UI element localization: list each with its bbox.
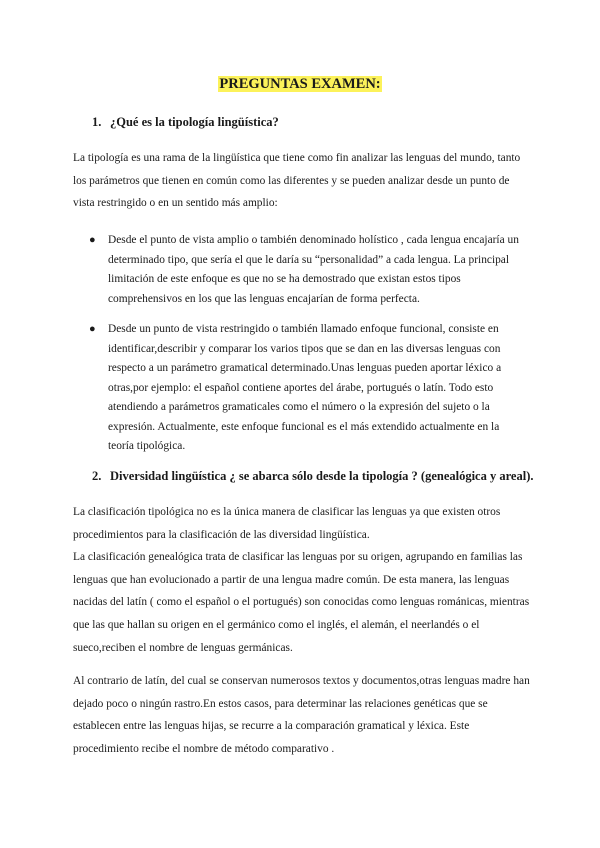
list-item-text: Desde el punto de vista amplio o también denominado holístico , cada lengua encajaría un determinado tipo, que sería el que le daría su “personalidad” a cada lengua. La principal limitación de este enfoque es que no se ha demostrado que existan estos tipos comprehensivos en los que las lenguas encajarían de forma perfecta. (108, 234, 519, 305)
section-2-number: 2. (92, 469, 102, 483)
bullet-icon: ● (89, 234, 96, 246)
section-1-heading-text: ¿Qué es la tipología lingüística? (110, 115, 279, 129)
section-2-body (73, 501, 533, 659)
section-1-intro-text: La tipología es una rama de la lingüística que tiene como fin analizar las lenguas del mundo, tanto los parámetros que tienen en común como las diferentes y se pueden analizar desde un punto de vista restringido o en un sentido más amplio: (73, 152, 521, 210)
section-1-intro (73, 147, 533, 215)
list-item (89, 231, 519, 309)
page-title (0, 74, 600, 94)
list-item-text: Desde un punto de vista restringido o también llamado enfoque funcional, consiste en identificar,describir y comparar los varios tipos que se dan en las diversas lenguas con respecto a un parámetro gramatical determinado.Unas lenguas pueden aportar léxico a otras,por ejemplo: el español contiene aportes del árabe, portugués o latín. Todo esto atendiendo a parámetros gramaticales como el número o la expresión del sujeto o la expresión. Actualmente, este enfoque funcional es el más extendido actualmente en la teoría tipológica. (108, 323, 502, 452)
section-2-heading-text: Diversidad lingüística ¿ se abarca sólo desde la tipología ? (genealógica y areal). (110, 469, 534, 483)
paragraph: La clasificación genealógica trata de clasificar las lenguas por su origen, agrupando en familias las lenguas que han evolucionado a partir de una lengua madre común. De esta manera, las lenguas nacidas del latín ( como el español o el portugués) son conocidas como lenguas románicas, mientras que las que hallan su origen en el germánico como el inglés, el alemán, el neerlandés o el sueco,reciben el nombre de lenguas germánicas. (73, 551, 530, 654)
section-2-body-continued (73, 670, 533, 760)
bullet-icon: ● (89, 323, 96, 335)
list-item (89, 320, 519, 457)
paragraph: La clasificación tipológica no es la única manera de clasificar las lenguas ya que existen otros procedimientos para la clasificación de las diversidad lingüística. (73, 506, 501, 541)
section-1-number: 1. (92, 115, 102, 129)
section-2-heading (92, 467, 534, 485)
paragraph: Al contrario de latín, del cual se conservan numerosos textos y documentos,otras lenguas madre han dejado poco o ningún rastro.En estos casos, para determinar las relaciones genéticas que se establecen entre las lenguas hijas, se recurre a la comparación gramatical y léxica. Este procedimiento recibe el nombre de método comparativo . (73, 675, 530, 755)
section-1-heading (92, 113, 279, 131)
page-title-highlight: PREGUNTAS EXAMEN: (219, 76, 381, 92)
